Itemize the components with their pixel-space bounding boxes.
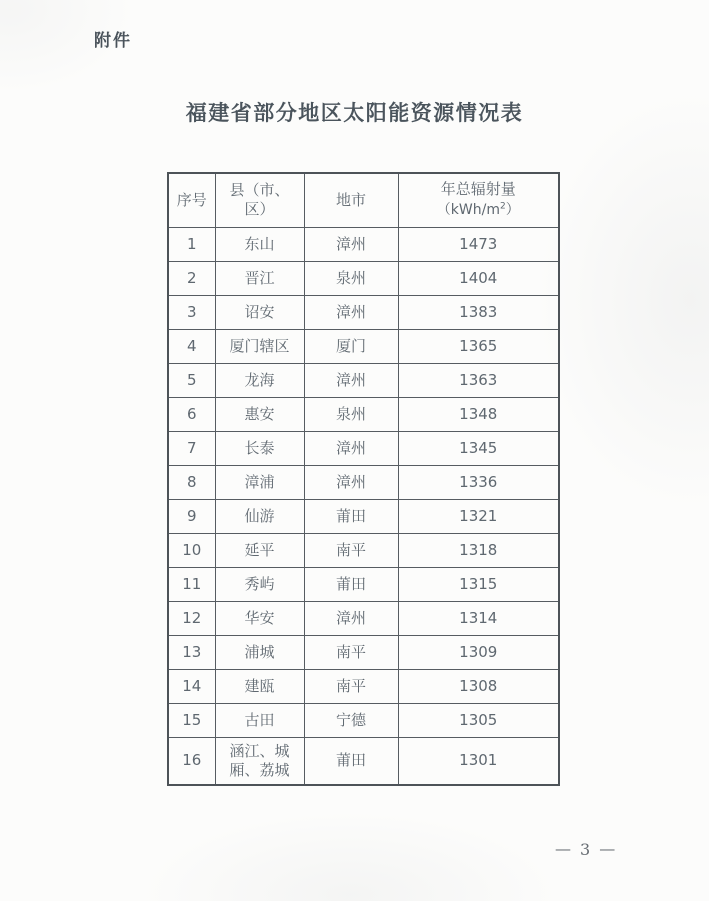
- cell-county: 龙海: [215, 363, 304, 397]
- cell-serial-number: 12: [168, 601, 215, 635]
- table-row: [168, 397, 559, 431]
- page-number-dash-right: —: [599, 839, 616, 858]
- attachment-label: 附件: [94, 31, 132, 51]
- table-row: [168, 703, 559, 737]
- table-body: [168, 227, 559, 785]
- cell-county: 浦城: [215, 635, 304, 669]
- header-radiation: [398, 173, 559, 227]
- page-number-value: 3: [580, 840, 591, 859]
- table-row: [168, 295, 559, 329]
- cell-city: 莆田: [304, 499, 398, 533]
- cell-radiation-value: 1336: [398, 465, 559, 499]
- cell-city: 南平: [304, 533, 398, 567]
- table-row: [168, 261, 559, 295]
- cell-county: 涵江、城厢、荔城: [215, 737, 304, 785]
- table-row: [168, 431, 559, 465]
- cell-city: 南平: [304, 635, 398, 669]
- table-row: [168, 669, 559, 703]
- header-radiation-title: 年总辐射量: [440, 180, 516, 199]
- cell-county: 厦门辖区: [215, 329, 304, 363]
- cell-serial-number: 9: [168, 499, 215, 533]
- cell-radiation-value: 1314: [398, 601, 559, 635]
- header-radiation-unit: $(kWh/m^2)$: [436, 201, 520, 219]
- cell-radiation-value: 1404: [398, 261, 559, 295]
- cell-county: 晋江: [215, 261, 304, 295]
- cell-radiation-value: 1383: [398, 295, 559, 329]
- cell-county: 建瓯: [215, 669, 304, 703]
- cell-serial-number: 2: [168, 261, 215, 295]
- table-row: [168, 363, 559, 397]
- table-row: [168, 533, 559, 567]
- cell-county: 漳浦: [215, 465, 304, 499]
- cell-serial-number: 11: [168, 567, 215, 601]
- cell-radiation-value: 1363: [398, 363, 559, 397]
- cell-city: 漳州: [304, 431, 398, 465]
- cell-serial-number: 5: [168, 363, 215, 397]
- cell-county: 惠安: [215, 397, 304, 431]
- header-county: 县（市、区）: [215, 173, 304, 227]
- cell-county: 古田: [215, 703, 304, 737]
- cell-radiation-value: 1345: [398, 431, 559, 465]
- header-row: [168, 173, 559, 227]
- table-row: [168, 567, 559, 601]
- table-header: [168, 173, 559, 227]
- cell-radiation-value: 1473: [398, 227, 559, 261]
- cell-county: 仙游: [215, 499, 304, 533]
- cell-city: 莆田: [304, 737, 398, 785]
- cell-city: 漳州: [304, 363, 398, 397]
- cell-city: 宁德: [304, 703, 398, 737]
- cell-county: 延平: [215, 533, 304, 567]
- cell-city: 厦门: [304, 329, 398, 363]
- cell-city: 泉州: [304, 261, 398, 295]
- cell-serial-number: 6: [168, 397, 215, 431]
- cell-county: 秀屿: [215, 567, 304, 601]
- cell-radiation-value: 1365: [398, 329, 559, 363]
- cell-county: 华安: [215, 601, 304, 635]
- solar-resource-table: [167, 172, 560, 786]
- cell-city: 南平: [304, 669, 398, 703]
- page-number-dash-left: —: [555, 839, 571, 858]
- cell-radiation-value: 1321: [398, 499, 559, 533]
- cell-serial-number: 15: [168, 703, 215, 737]
- header-city: 地市: [304, 173, 398, 227]
- cell-county: 东山: [215, 227, 304, 261]
- cell-radiation-value: 1348: [398, 397, 559, 431]
- page-number: [546, 840, 624, 859]
- table-row: [168, 465, 559, 499]
- table-row: [168, 601, 559, 635]
- cell-county: 长泰: [215, 431, 304, 465]
- cell-serial-number: 1: [168, 227, 215, 261]
- cell-county: 诏安: [215, 295, 304, 329]
- cell-radiation-value: 1315: [398, 567, 559, 601]
- cell-city: 莆田: [304, 567, 398, 601]
- header-no: 序号: [168, 173, 215, 227]
- table-row: [168, 329, 559, 363]
- superscript-2: 2: [499, 201, 506, 212]
- cell-serial-number: 14: [168, 669, 215, 703]
- cell-city: 漳州: [304, 601, 398, 635]
- cell-serial-number: 8: [168, 465, 215, 499]
- cell-serial-number: 13: [168, 635, 215, 669]
- table-row: [168, 737, 559, 785]
- table-row: [168, 499, 559, 533]
- document-title: 福建省部分地区太阳能资源情况表: [185, 101, 524, 125]
- cell-serial-number: 7: [168, 431, 215, 465]
- cell-radiation-value: 1301: [398, 737, 559, 785]
- cell-radiation-value: 1305: [398, 703, 559, 737]
- cell-city: 漳州: [304, 295, 398, 329]
- cell-radiation-value: 1309: [398, 635, 559, 669]
- cell-city: 泉州: [304, 397, 398, 431]
- table-row: [168, 635, 559, 669]
- cell-radiation-value: 1318: [398, 533, 559, 567]
- cell-radiation-value: 1308: [398, 669, 559, 703]
- cell-city: 漳州: [304, 227, 398, 261]
- cell-city: 漳州: [304, 465, 398, 499]
- table-row: [168, 227, 559, 261]
- cell-serial-number: 10: [168, 533, 215, 567]
- cell-serial-number: 4: [168, 329, 215, 363]
- cell-serial-number: 3: [168, 295, 215, 329]
- cell-serial-number: 16: [168, 737, 215, 785]
